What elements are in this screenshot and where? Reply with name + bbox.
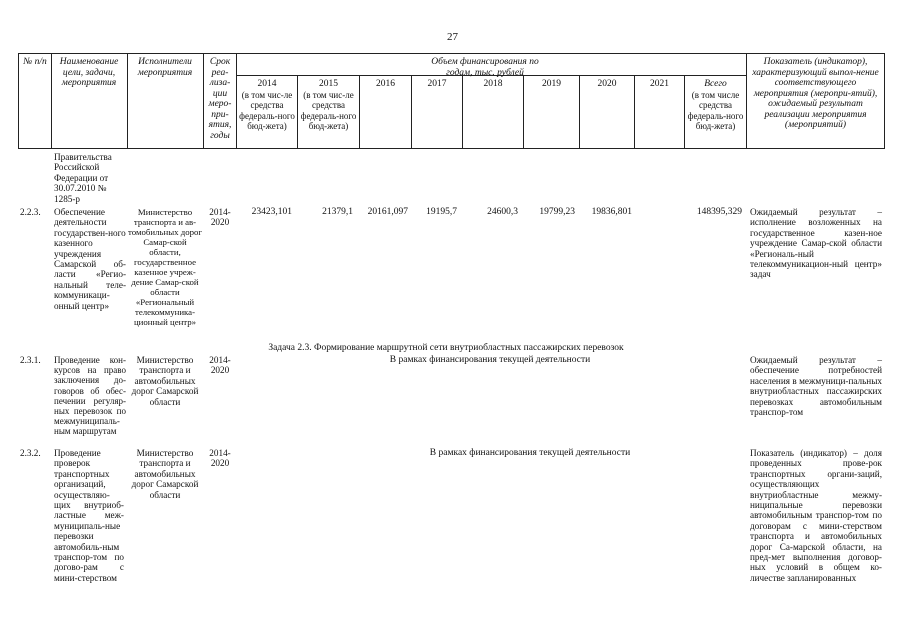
header-bottom-border xyxy=(18,148,884,149)
col-divider xyxy=(746,53,747,149)
row-2-3-2-funding: В рамках финансирования текущей деятельности xyxy=(429,448,631,458)
header-year-2018: 2018 xyxy=(483,79,503,89)
header-year-2017: 2017 xyxy=(427,79,447,89)
row-2-3-1-indicator: Ожидаемый результат – обеспечение потребностей населения в межмуници-пальных внутриобластных пассажирских перевозках автомобильным транспор-том xyxy=(750,355,882,418)
row-2-2-3-no: 2.2.3. xyxy=(20,207,41,217)
row-2-3-1-term: 2014-2020 xyxy=(209,355,231,376)
continuation-text: Правительства Российской Федерации от 30.07.2010 № 1285-р xyxy=(54,152,112,204)
row-2-2-3-value-2019: 19799,23 xyxy=(539,207,575,217)
row-2-3-2-name: Проведение проверок транспортных организаций, осуществляю-щих внутриоб-ластные меж-муниципаль-ные перевозки автомобиль-ным транспор-том по догово-рам с мини-стерством xyxy=(54,448,124,583)
total-sub: (в том числе средства федераль-ного бюд-жета) xyxy=(687,89,744,131)
row-2-3-2-no: 2.3.2. xyxy=(20,448,41,458)
header-term: Срок реа-лиза-ции меро-при-ятия, годы xyxy=(208,57,232,141)
year-2014-label: 2014 xyxy=(257,79,277,89)
table-right-border xyxy=(884,53,885,149)
row-2-3-1-executors: Министерство транспорта и автомобильных дорог Самарской области xyxy=(131,355,199,407)
col-divider xyxy=(127,53,128,149)
row-2-2-3-name: Обеспечение деятельности государствен-ного казенного учреждения Самарской об-ласти «Регио-нальный теле-коммуникаци-онный центр» xyxy=(54,207,126,311)
row-2-3-1-funding: В рамках финансирования текущей деятельности xyxy=(389,355,591,365)
row-2-2-3-executors: Министерство транспорта и ав-томобильных дорог Самар-ской области, государственное казенное учреж-дение Самар-ской области «Региональный телекоммуника-ционный центр» xyxy=(128,207,203,327)
header-year-2020: 2020 xyxy=(597,79,617,89)
year-2015-label: 2015 xyxy=(319,79,338,89)
col-divider xyxy=(51,53,52,149)
row-2-3-2-term: 2014-2020 xyxy=(209,448,231,469)
header-year-2014 xyxy=(237,79,297,132)
row-2-2-3-value-2016: 20161,097 xyxy=(367,207,408,217)
header-indicator: Показатель (индикатор), характеризующий выпол-нение соответствующего мероприятия (меропри-ятий), ожидаемый результат реализации мероприятия (мероприятий) xyxy=(752,57,879,130)
row-2-2-3-value-2014: 23423,101 xyxy=(251,207,292,217)
row-2-2-3-term: 2014-2020 xyxy=(209,207,231,228)
header-year-2021: 2021 xyxy=(650,79,669,89)
header-year-2019: 2019 xyxy=(542,79,561,89)
header-year-2016: 2016 xyxy=(376,79,395,89)
header-year-2015 xyxy=(298,79,359,132)
row-2-3-1-no: 2.3.1. xyxy=(20,355,41,365)
header-total xyxy=(685,79,746,132)
table-left-border xyxy=(18,53,19,149)
row-2-2-3-value-2017: 19195,7 xyxy=(426,207,457,217)
header-no: № п/п xyxy=(23,57,47,67)
row-2-2-3-value-2020: 19836,801 xyxy=(591,207,632,217)
header-name: Наименование цели, задачи, мероприятия xyxy=(59,57,119,88)
row-2-3-2-executors: Министерство транспорта и автомобильных дорог Самарской области xyxy=(131,448,199,500)
year-2014-sub: (в том чис-ле средства федераль-ного бюд-жета) xyxy=(239,89,295,131)
col-divider xyxy=(203,53,204,149)
row-2-2-3-value-2018: 24600,3 xyxy=(487,207,518,217)
year-2015-sub: (в том чис-ле средства федераль-ного бюд-жета) xyxy=(300,89,357,131)
total-label: Всего xyxy=(704,79,727,89)
row-2-3-2-indicator: Показатель (индикатор) – доля проведенных прове-рок транспортных органи-заций, осуществляющих внутриобластные межму-ниципальные перевозки автомобильным транспор-том по договорам с мини-стерством транспорта и автомобильных дорог Са-марской области, на пред-мет выполнения договор-ных условий в общем ко-личестве запланированных xyxy=(750,448,882,583)
page-number: 27 xyxy=(447,31,458,43)
header-executors: Исполнители мероприятия xyxy=(137,57,193,78)
row-2-2-3-value-2015: 21379,1 xyxy=(322,207,353,217)
row-2-2-3-indicator: Ожидаемый результат – исполнение возложенных на государственное казен-ное учреждение Самар-ской области «Региональ-ный телекоммуникацион-ный центр» задач xyxy=(750,207,882,280)
row-2-3-1-name: Проведение кон-курсов на право заключения до-говоров об обес-печении регуляр-ных перевозок по межмуниципаль-ным маршрутам xyxy=(54,355,126,437)
header-funding-title: Объем финансирования по годам, тыс. рублей xyxy=(431,57,539,78)
row-2-2-3-value-total: 148395,329 xyxy=(696,207,742,217)
task-title: Задача 2.3. Формирование маршрутной сети внутриобластных пассажирских перевозок xyxy=(268,343,624,353)
header-top-border xyxy=(18,53,884,54)
